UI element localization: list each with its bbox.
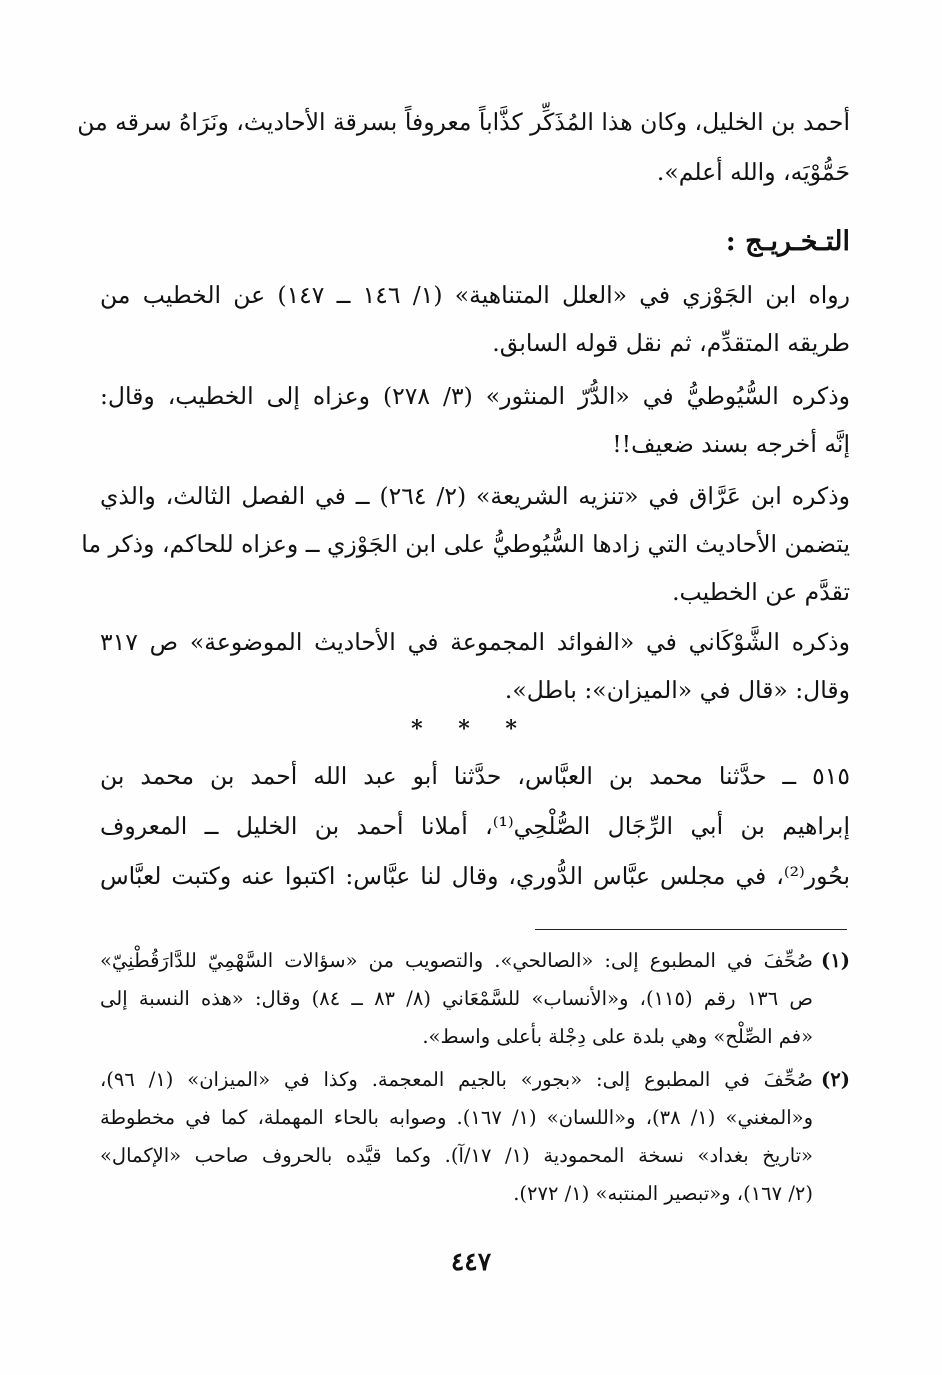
text-line: وذكره ابن عَرَّاق في «تنزيه الشريعة» (٢/ ٢٦٤) ــ في الفصل الثالث، والذي	[100, 482, 851, 510]
text-line: وذكره السُّيُوطيُّ في «الدُّرّ المنثور» (٣/ ٢٧٨) وعزاه إلى الخطيب، وقال:	[100, 382, 851, 410]
text-line: ٥١٥ ــ حدَّثنا محمد بن العبَّاس، حدَّثنا أبو عبد الله أحمد بن محمد بن	[100, 762, 850, 790]
text-line: أحمد بن الخليل، وكان هذا المُذَكِّر كذَّاباً معروفاً بسرقة الأحاديث، ونَرَاهُ سرقه من	[77, 108, 850, 136]
footnote-separator-rule	[535, 929, 847, 930]
section-separator: * * *	[411, 716, 531, 742]
text-line: و«المغني» (١/ ٣٨)، و«اللسان» (١/ ١٦٧). وصوابه بالحاء المهملة، كما في مخطوطة	[100, 1106, 813, 1129]
takhrij-paragraph-2	[100, 376, 850, 466]
text-line: طريقه المتقدِّم، ثم نقل قوله السابق.	[492, 329, 850, 357]
footnote-2	[100, 1063, 813, 1213]
text-line: وقال: «قال في «الميزان»: باطل».	[504, 676, 850, 704]
page-number: ٤٤٧	[450, 1247, 492, 1276]
footnote-label: (٢)	[821, 1068, 850, 1091]
hadith-515	[100, 756, 850, 906]
takhrij-heading: التـخـريـج :	[725, 226, 850, 257]
text-line: إنَّه أخرجه بسند ضعيف!!	[612, 430, 850, 458]
text-line: رواه ابن الجَوْزي في «العلل المتناهية» (١/ ١٤٦ ــ ١٤٧) عن الخطيب من	[100, 281, 850, 309]
text-line: بحُور⁽²⁾، في مجلس عبَّاس الدُّوري، وقال لنا عبَّاس: اكتبوا عنه وكتبت لعبَّاس	[100, 862, 850, 890]
text-line: «فم الصِّلْح» وهي بلدة على دِجْلة بأعلى واسط».	[422, 1025, 813, 1048]
text-line: ص ١٣٦ رقم (١١٥)، و«الأنساب» للسَّمْعَاني (٨/ ٨٣ ــ ٨٤) وقال: «هذه النسبة إلى	[100, 987, 814, 1010]
text-line: وذكره الشَّوْكَاني في «الفوائد المجموعة في الأحاديث الموضوعة» ص ٣١٧	[100, 628, 850, 656]
footnote-label: (١)	[821, 949, 850, 972]
text-line: إبراهيم بن أبي الرِّجَال الصُّلْحِي⁽¹⁾، أملانا أحمد بن الخليل ــ المعروف	[100, 812, 850, 840]
text-line: صُحِّفَ في المطبوع إلى: «الصالحي». والتصويب من «سؤالات السَّهْمِيّ للدَّارَقُطْنِيّ»	[100, 949, 813, 972]
text-line: يتضمن الأحاديث التي زادها السُّيُوطيُّ على ابن الجَوْزي ــ وعزاه للحاكم، وذكر ما	[81, 530, 850, 558]
text-line: صُحِّفَ في المطبوع إلى: «بجور» بالجيم المعجمة. وكذا في «الميزان» (١/ ٩٦)،	[100, 1068, 813, 1091]
takhrij-paragraph-1	[100, 275, 850, 365]
top-paragraph	[77, 102, 850, 186]
text-line: (٢/ ١٦٧)، و«تبصير المنتبه» (١/ ٢٧٢).	[513, 1182, 813, 1205]
takhrij-paragraph-4	[100, 622, 850, 712]
text-line: تقدَّم عن الخطيب.	[672, 578, 850, 606]
text-line: حَمُّوْيَه، والله أعلم».	[656, 158, 850, 186]
takhrij-paragraph-3	[81, 476, 851, 616]
text-line: «تاريخ بغداد» نسخة المحمودية (١/ ١٧/آ). وكما قيَّده بالحروف صاحب «الإكمال»	[100, 1144, 813, 1167]
footnote-1	[100, 944, 813, 1054]
